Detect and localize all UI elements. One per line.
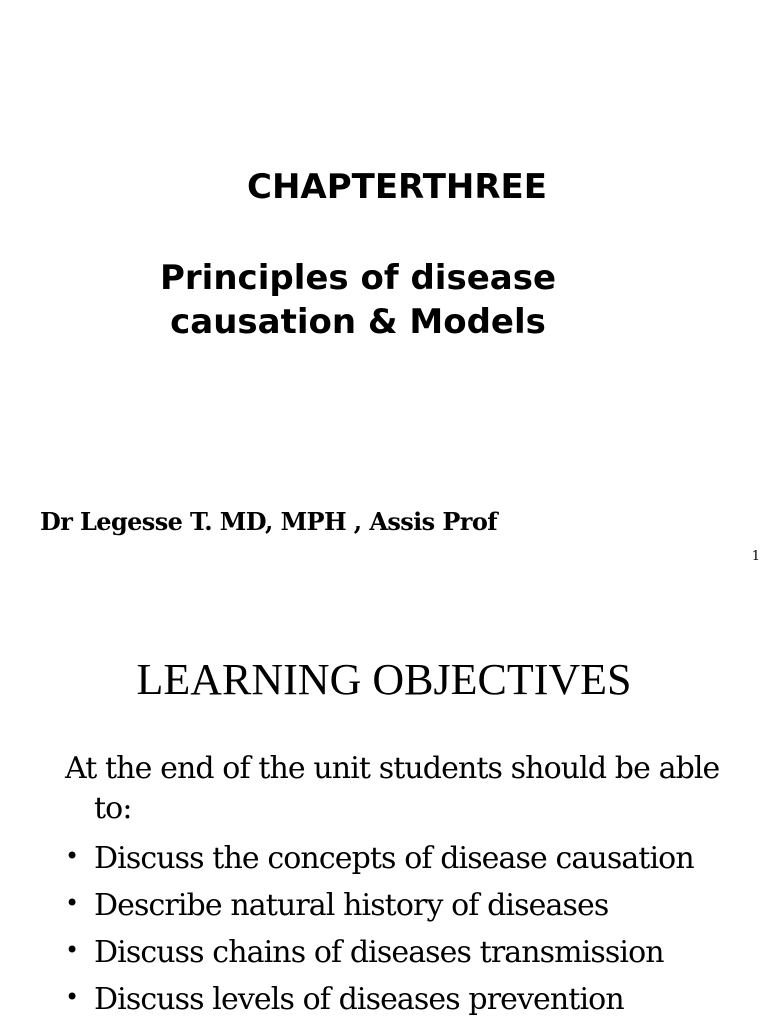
author-line: Dr Legesse T. MD, MPH , Assis Prof bbox=[40, 507, 497, 536]
intro-text: At the end of the unit students should be able to: bbox=[65, 751, 720, 826]
chapter-heading: CHAPTERTHREE bbox=[247, 167, 547, 207]
objectives-slide bbox=[0, 576, 768, 1024]
list-item bbox=[65, 931, 694, 978]
page-number: 1 bbox=[751, 549, 760, 564]
objectives-heading: LEARNING OBJECTIVES bbox=[136, 655, 632, 704]
bullet-icon: • bbox=[65, 936, 80, 964]
objective-text: Discuss the concepts of disease causation bbox=[94, 841, 694, 876]
list-item bbox=[65, 837, 694, 884]
slide-title bbox=[0, 256, 716, 344]
objective-text: Describe natural history of diseases bbox=[94, 888, 609, 923]
bullet-icon: • bbox=[65, 889, 80, 917]
objective-list bbox=[65, 837, 694, 1025]
list-item bbox=[65, 978, 694, 1025]
slide-title-line-2: causation & Models bbox=[170, 302, 546, 342]
objective-text: Discuss chains of diseases transmission bbox=[94, 935, 664, 970]
list-item bbox=[65, 884, 694, 931]
bullet-icon: • bbox=[65, 842, 80, 870]
objective-text: Discuss levels of diseases prevention bbox=[94, 982, 624, 1017]
slide-title-line-1: Principles of disease bbox=[160, 258, 556, 298]
bullet-icon: • bbox=[65, 983, 80, 1011]
